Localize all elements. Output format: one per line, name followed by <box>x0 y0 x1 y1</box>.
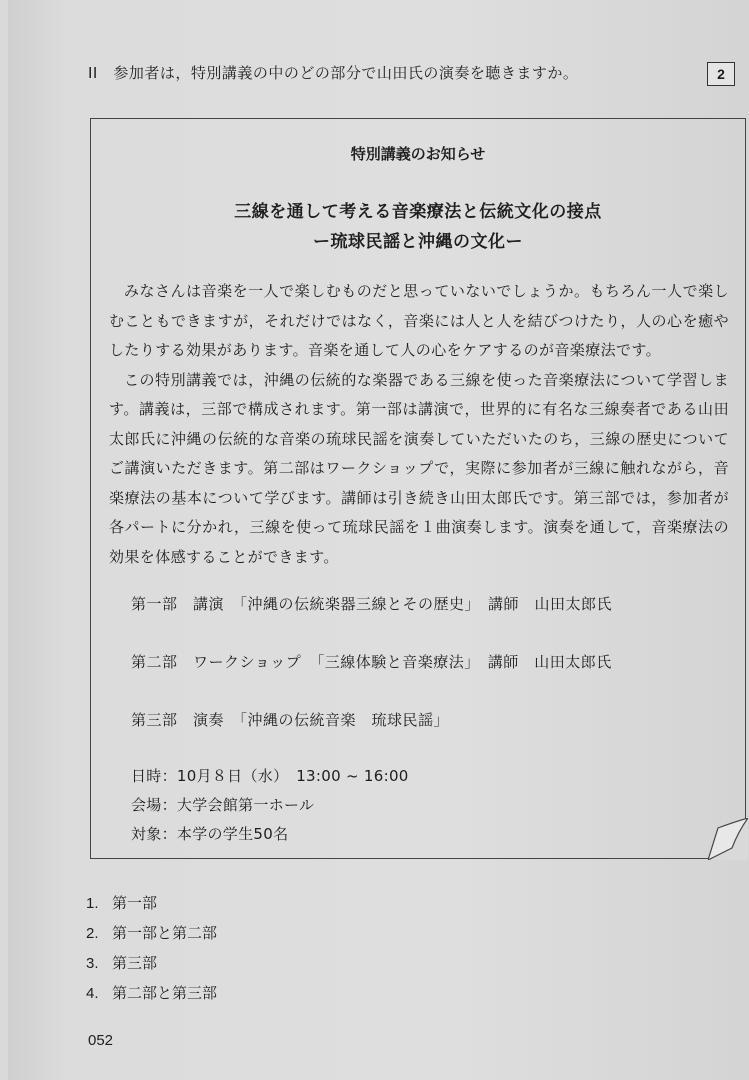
answer-option[interactable] <box>86 922 217 952</box>
page-curl-icon <box>708 818 748 860</box>
option-text: 第二部と第三部 <box>112 984 218 1002</box>
event-venue: 会場：大学会館第一ホール <box>131 796 315 814</box>
program-part-3: 第三部 演奏 「沖縄の伝統音楽 琉球民謡」 <box>131 711 450 729</box>
page-number: 052 <box>88 1032 114 1049</box>
paragraph: みなさんは音楽を一人で楽しむものだと思っていないでしょうか。もちろん一人で楽しむこともできますが，それだけではなく，音楽には人と人を結びつけたり，人の心を癒やしたりする効果があります。音楽を通して人の心をケアするのが音楽療法です。 <box>109 282 729 359</box>
question-number-badge: 2 <box>707 62 735 86</box>
program-part-2: 第二部 ワークショップ 「三線体験と音楽療法」 講師 山田太郎氏 <box>131 653 612 671</box>
notice-body <box>109 277 729 572</box>
option-text: 第一部 <box>112 894 158 912</box>
option-text: 第一部と第二部 <box>112 924 218 942</box>
answer-option[interactable] <box>86 952 217 982</box>
option-number: 1. <box>86 895 99 912</box>
answer-option[interactable] <box>86 892 217 922</box>
answer-option[interactable] <box>86 982 217 1012</box>
paragraph: この特別講義では，沖縄の伝統的な楽器である三線を使った音楽療法について学習します。講義は，三部で構成されます。第一部は講演で，世界的に有名な三線奏者である山田太郎氏に沖縄の伝統的な音楽の琉球民謡を演奏していただいたのち，三線の歴史についてご講演いただきます。第二部はワークショップで，実際に参加者が三線に触れながら，音楽療法の基本について学びます。講師は引き続き山田太郎氏です。第三部では，参加者が各パートに分かれ，三線を使って琉球民謡を１曲演奏します。演奏を通して，音楽療法の効果を体感することができます。 <box>109 370 729 566</box>
option-number: 3. <box>86 955 99 972</box>
answer-options <box>86 892 217 1012</box>
option-number: 2. <box>86 925 99 942</box>
option-number: 4. <box>86 985 99 1002</box>
program-part-1: 第一部 講演 「沖縄の伝統楽器三線とその歴史」 講師 山田太郎氏 <box>131 595 613 613</box>
notice-box <box>90 118 746 859</box>
option-text: 第三部 <box>112 954 158 972</box>
lecture-title: 三線を通して考える音楽療法と伝統文化の接点 <box>234 202 602 222</box>
event-date: 日時：10月８日（水） 13:00 ~ 16:00 <box>131 767 409 785</box>
lecture-subtitle: ー琉球民謡と沖縄の文化ー <box>313 232 523 252</box>
event-target: 対象：本学の学生50名 <box>131 825 289 843</box>
notice-heading: 特別講義のお知らせ <box>350 145 486 163</box>
question-text: II 参加者は，特別講義の中のどの部分で山田氏の演奏を聴きますか。 <box>88 64 579 82</box>
